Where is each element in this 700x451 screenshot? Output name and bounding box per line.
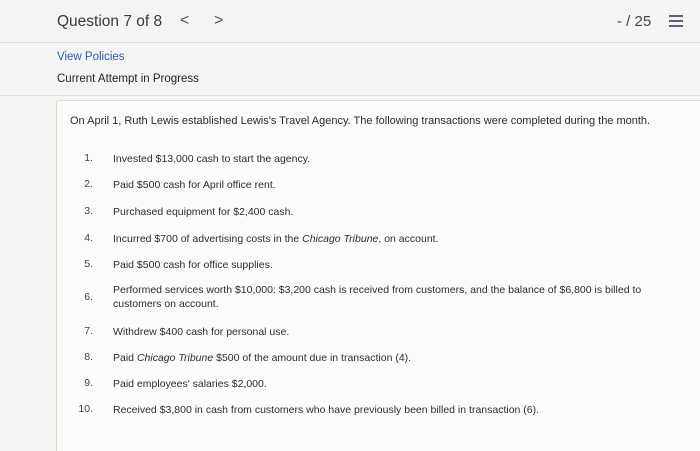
item-number: 10. — [78, 403, 93, 415]
item-number: 5. — [84, 258, 93, 270]
question-panel — [56, 100, 700, 451]
previous-question-button[interactable]: < — [180, 12, 190, 29]
item-text: Paid employees' salaries $2,000. — [113, 378, 267, 390]
item-text: Incurred $700 of advertising costs in the Chicago Tribune, on account. — [113, 233, 439, 245]
item-text: Purchased equipment for $2,400 cash. — [113, 206, 294, 218]
item-number: 2. — [84, 178, 93, 190]
section-divider — [0, 95, 700, 96]
item-number: 8. — [84, 351, 93, 363]
score-display: - / 25 — [617, 13, 652, 30]
item-text: Performed services worth $10,000: $3,200 cash is received from customers, and the balance of $6,800 is billed to customers on account. — [113, 284, 642, 310]
next-question-button[interactable]: > — [214, 12, 224, 29]
item-number: 6. — [84, 291, 93, 303]
question-intro: On April 1, Ruth Lewis established Lewis's Travel Agency. The following transactions were completed during the month. — [70, 115, 651, 127]
item-number: 3. — [84, 205, 93, 217]
question-counter: Question 7 of 8 — [57, 13, 163, 30]
item-text: Paid $500 cash for April office rent. — [113, 179, 276, 191]
attempt-status: Current Attempt in Progress — [57, 73, 199, 85]
item-text: Paid Chicago Tribune $500 of the amount due in transaction (4). — [113, 352, 412, 364]
item-text: Invested $13,000 cash to start the agency. — [113, 153, 311, 165]
item-number: 4. — [84, 232, 93, 244]
item-text: Received $3,800 in cash from customers who have previously been billed in transaction (6). — [113, 404, 540, 416]
view-policies-link[interactable]: View Policies — [57, 51, 125, 63]
header-divider — [0, 42, 700, 43]
item-text: Paid $500 cash for office supplies. — [113, 259, 273, 271]
item-number: 1. — [84, 152, 93, 164]
question-header — [0, 0, 700, 46]
list-icon[interactable] — [669, 14, 687, 30]
item-text: Withdrew $400 cash for personal use. — [113, 326, 290, 338]
item-number: 7. — [84, 325, 93, 337]
item-number: 9. — [84, 377, 93, 389]
